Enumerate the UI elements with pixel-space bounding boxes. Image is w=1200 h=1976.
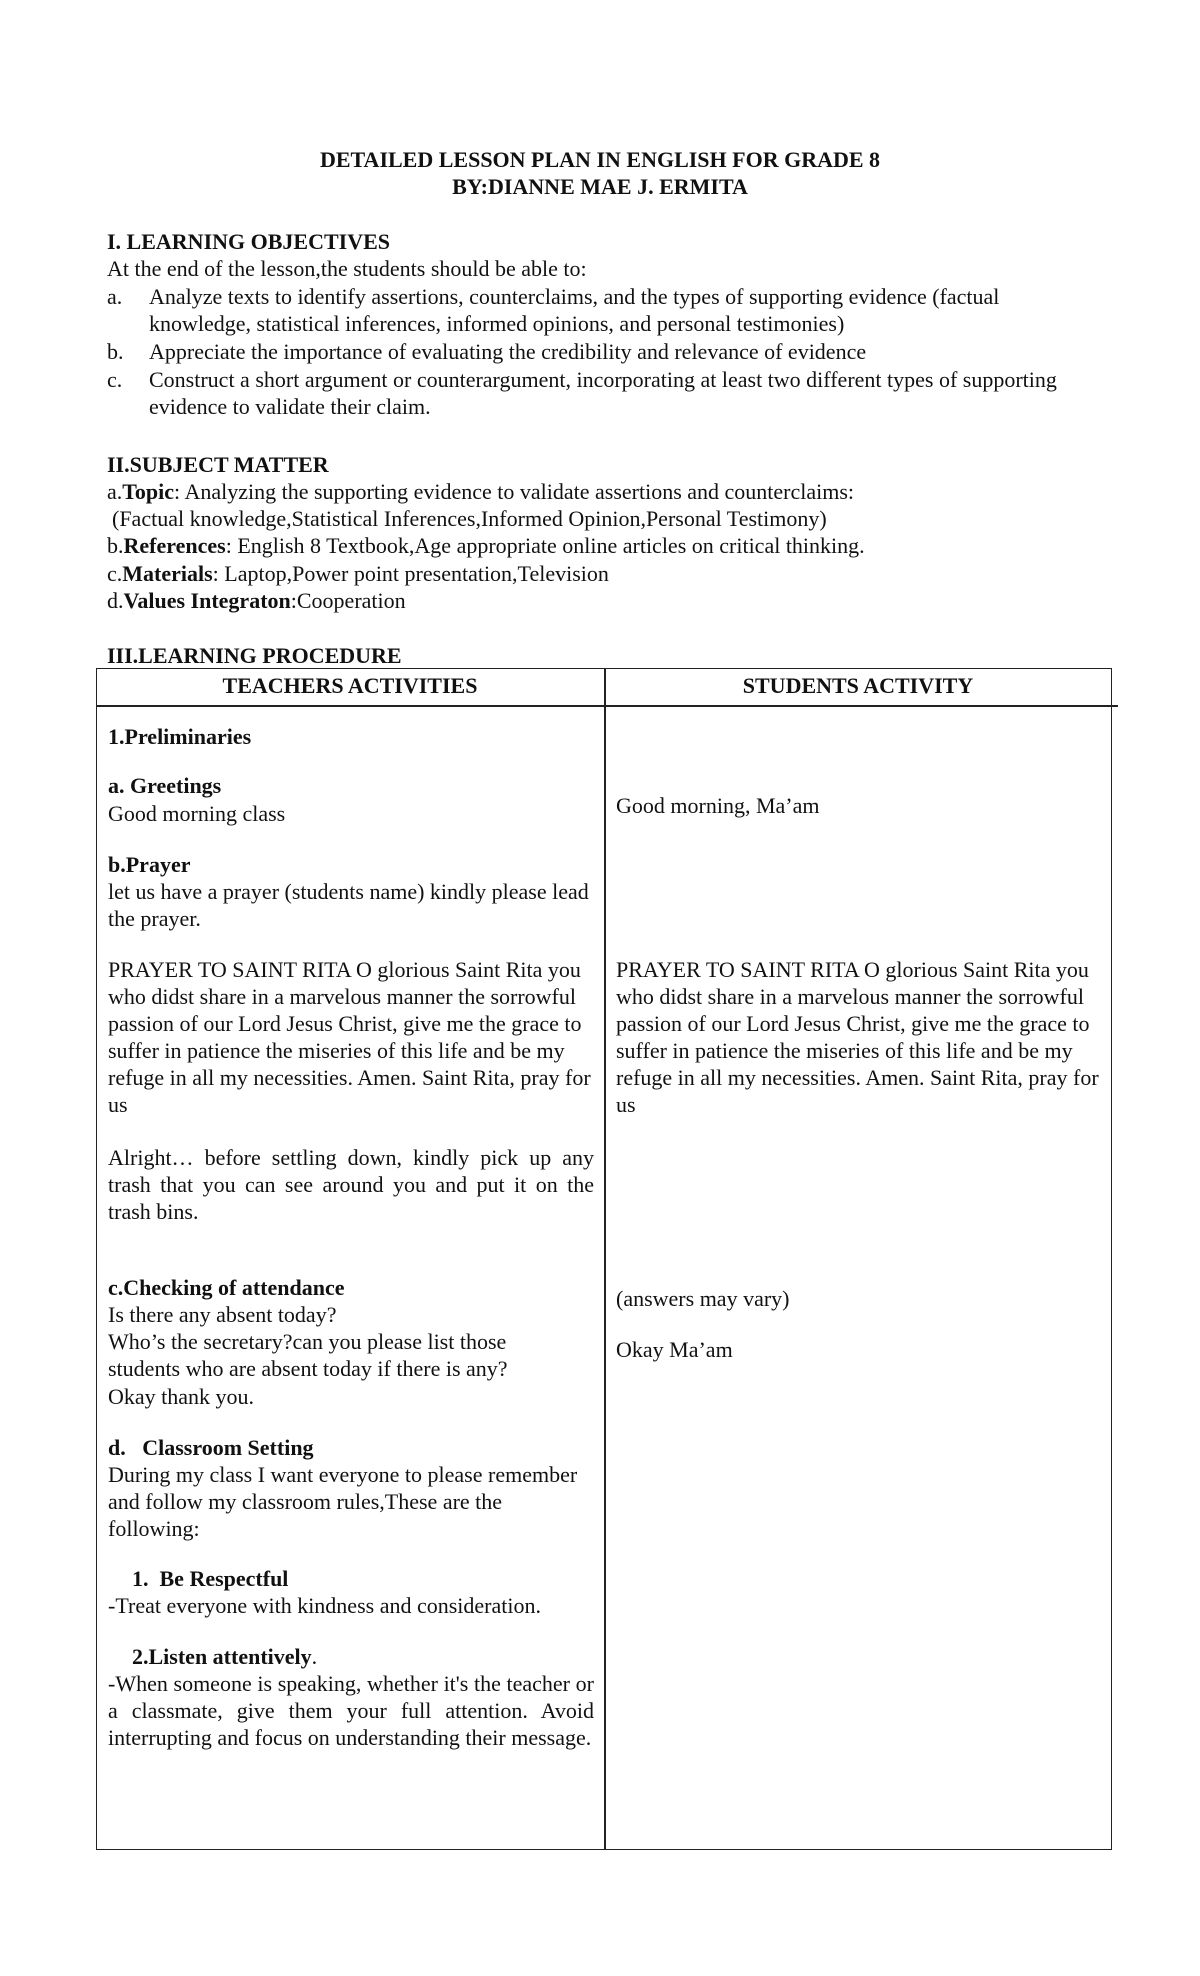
- table-column-divider: [604, 668, 606, 1850]
- values-label: Values Integraton: [123, 588, 291, 613]
- rule-1-heading: 1. Be Respectful: [132, 1566, 289, 1591]
- objective-item-c: [107, 366, 1097, 422]
- attendance-line-1: Is there any absent today?: [108, 1302, 337, 1327]
- greetings-heading: a. Greetings: [108, 773, 222, 798]
- table-header-divider-extension: [604, 705, 1118, 707]
- greetings-text: Good morning class: [108, 801, 286, 826]
- topic-prefix: a.: [107, 479, 123, 504]
- objective-text: Construct a short argument or counterargument, incorporating at least two different types of supporting evidence to validate their claim.: [149, 367, 1057, 419]
- objectives-heading: I. LEARNING OBJECTIVES: [107, 229, 391, 254]
- references-label: References: [123, 533, 226, 558]
- objective-item-a: [107, 283, 1097, 339]
- materials-prefix: c.: [107, 561, 123, 586]
- objective-text: Appreciate the importance of evaluating the credibility and relevance of evidence: [149, 339, 867, 364]
- topic-text: : Analyzing the supporting evidence to validate assertions and counterclaims:: [174, 479, 855, 504]
- objective-marker: c.: [107, 367, 123, 392]
- prayer-body-student: PRAYER TO SAINT RITA O glorious Saint Rita you who didst share in a marvelous manner the sorrowful passion of our Lord Jesus Christ, give me the grace to suffer in patience the miseries of this life and be my refuge in all my necessities. Amen. Saint Rita, pray for us: [616, 957, 1099, 1117]
- rule-2-text: -When someone is speaking, whether it's the teacher or a classmate, give them your full attention. Avoid interrupting and focus on understanding their message.: [108, 1671, 594, 1750]
- objective-marker: a.: [107, 284, 123, 309]
- topic-line: [107, 478, 1107, 505]
- objective-item-b: [107, 338, 1097, 366]
- document-author: BY:DIANNE MAE J. ERMITA: [452, 174, 748, 199]
- document-title: DETAILED LESSON PLAN IN ENGLISH FOR GRADE 8: [319, 147, 881, 172]
- rule-2-heading: 2.Listen attentively: [132, 1644, 312, 1669]
- attendance-heading: c.Checking of attendance: [108, 1275, 345, 1300]
- attendance-line-3: Okay thank you.: [108, 1384, 255, 1409]
- rule-2-heading-line: [132, 1643, 317, 1670]
- classroom-setting-text: During my class I want everyone to please remember and follow my classroom rules,These are the following:: [108, 1462, 578, 1541]
- materials-line: [107, 560, 1107, 587]
- greetings-reply: Good morning, Ma’am: [616, 793, 820, 818]
- attendance-line-2: Who’s the secretary?can you please list those students who are absent today if there is any?: [108, 1329, 508, 1381]
- student-column-header: STUDENTS ACTIVITY: [742, 673, 974, 698]
- objectives-intro: At the end of the lesson,the students should be able to:: [107, 256, 587, 281]
- references-prefix: b.: [107, 533, 124, 558]
- values-text: :Cooperation: [290, 588, 406, 613]
- topic-label: Topic: [122, 479, 175, 504]
- values-prefix: d.: [107, 588, 124, 613]
- rule-1-text: -Treat everyone with kindness and consideration.: [108, 1593, 541, 1618]
- objective-text: Analyze texts to identify assertions, counterclaims, and the types of supporting evidence (factual knowledge, statistical inferences, informed opinions, and personal testimonies): [149, 284, 1000, 336]
- attendance-reply-2: Okay Ma’am: [616, 1337, 733, 1362]
- subject-heading: II.SUBJECT MATTER: [107, 452, 329, 477]
- references-text: : English 8 Textbook,Age appropriate online articles on critical thinking.: [225, 533, 865, 558]
- objective-marker: b.: [107, 339, 124, 364]
- topic-subtypes: (Factual knowledge,Statistical Inferences,Informed Opinion,Personal Testimony): [112, 506, 827, 531]
- procedure-heading: III.LEARNING PROCEDURE: [107, 643, 402, 668]
- attendance-reply-1: (answers may vary): [616, 1286, 790, 1311]
- trash-instruction: Alright… before settling down, kindly pick up any trash that you can see around you and put it on the trash bins.: [108, 1145, 594, 1224]
- materials-label: Materials: [122, 561, 213, 586]
- prayer-heading: b.Prayer: [108, 852, 191, 877]
- prayer-body-teacher: PRAYER TO SAINT RITA O glorious Saint Rita you who didst share in a marvelous manner the sorrowful passion of our Lord Jesus Christ, give me the grace to suffer in patience the miseries of this life and be my refuge in all my necessities. Amen. Saint Rita, pray for us: [108, 957, 591, 1117]
- materials-text: : Laptop,Power point presentation,Television: [212, 561, 609, 586]
- rule-2-dot: .: [311, 1644, 318, 1669]
- teacher-column-header: TEACHERS ACTIVITIES: [222, 673, 478, 698]
- classroom-setting-heading: d. Classroom Setting: [108, 1435, 314, 1460]
- references-line: [107, 532, 1107, 559]
- values-line: [107, 587, 1107, 614]
- preliminaries-heading: 1.Preliminaries: [108, 724, 252, 749]
- prayer-instruction: let us have a prayer (students name) kindly please lead the prayer.: [108, 879, 589, 931]
